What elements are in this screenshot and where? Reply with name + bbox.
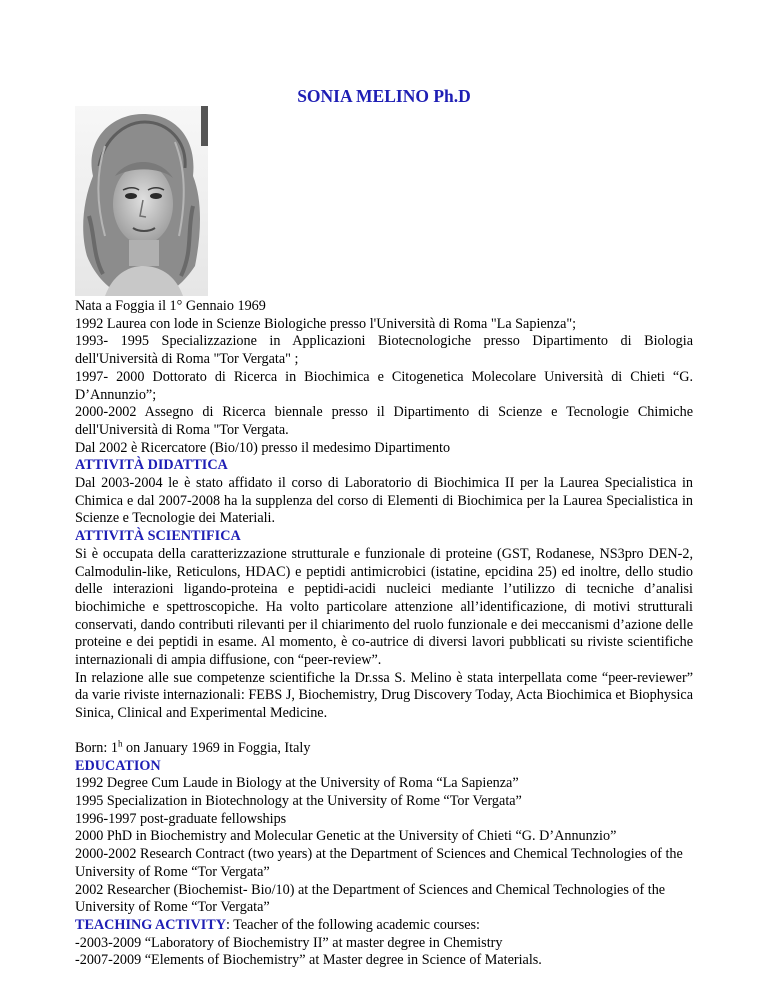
education-item: 2000-2002 Research Contract (two years) at the Department of Sciences and Chemical Technologies of the University of Rome “Tor Vergata” <box>75 846 683 880</box>
page-title: SONIA MELINO Ph.D <box>297 86 471 106</box>
laurea-line: 1992 Laurea con lode in Scienze Biologiche presso l'Università di Roma "La Sapienza"; <box>75 315 577 332</box>
born-line <box>75 740 693 758</box>
education-item: 1996-1997 post-graduate fellowships <box>75 810 287 827</box>
dottorato-line: 1997- 2000 Dottorato di Ricerca in Biochimica e Citogenetica Molecolare Università di Chieti “G. D’Annunzio”; <box>75 368 693 403</box>
born-superscript: h <box>117 738 123 749</box>
teaching-item: -2003-2009 “Laboratory of Biochemistry II” at master degree in Chemistry <box>75 934 503 951</box>
education-item: 1992 Degree Cum Laude in Biology at the University of Roma “La Sapienza” <box>75 775 519 792</box>
born-prefix: Born: 1 <box>75 739 118 756</box>
birth-line: Nata a Foggia il 1° Gennaio 1969 <box>75 298 266 314</box>
specializzazione-line: 1993- 1995 Specializzazione in Applicazioni Biotecnologiche presso Dipartimento di Biologia dell'Università di Roma "Tor Vergata" ; <box>75 333 693 368</box>
scientifica-heading: ATTIVITÀ SCIENTIFICA <box>75 528 241 545</box>
cv-content <box>75 298 693 970</box>
born-suffix: on January 1969 in Foggia, Italy <box>122 739 311 756</box>
assegno-line: 2000-2002 Assegno di Ricerca biennale presso il Dipartimento di Scienze e Tecnologie Chimiche dell'Università di Roma "Tor Vergata. <box>75 404 693 438</box>
teaching-heading: TEACHING ACTIVITY <box>75 916 226 933</box>
didattica-heading: ATTIVITÀ DIDATTICA <box>75 457 228 474</box>
ricercatore-line: Dal 2002 è Ricercatore (Bio/10) presso il medesimo Dipartimento <box>75 439 451 456</box>
education-item: 2002 Researcher (Biochemist- Bio/10) at the Department of Sciences and Chemical Technologies of the University of Rome “Tor Vergata” <box>75 881 666 916</box>
didattica-paragraph: Dal 2003-2004 le è stato affidato il corso di Laboratorio di Biochimica II per la Laurea Specialistica in Chimica e dal 2007-2008 ha la supplenza del corso di Elementi di Biochimica per la Laurea Specialistica in Scienze e Tecnologie dei Materiali. <box>75 475 693 527</box>
education-heading: EDUCATION <box>75 757 161 774</box>
teaching-line <box>75 917 693 935</box>
teaching-intro: : Teacher of the following academic courses: <box>225 916 481 933</box>
reviewer-paragraph: In relazione alle sue competenze scientifiche la Dr.ssa S. Melino è stata interpellata come “peer-reviewer” da varie riviste internazionali: FEBS J, Biochemistry, Drug Discovery Today, Acta Biochimica et Biophysica Sinica, Clinical and Experimental Medicine. <box>75 669 693 722</box>
scientifica-paragraph: Si è occupata della caratterizzazione strutturale e funzionale di proteine (GST, Rodanese, NS3pro DEN-2, Calmodulin-like, Reticulons, HDAC) e peptidi antimicrobici (istatine, epcidina 25) ed inoltre, dello studio delle interazioni ligando-proteina e peptidi-acidi nucleici mediante l’utilizzo di tecniche d’analisi biochimiche e spettroscopiche. Ha volto particolare attenzione all’identificazione, di motivi strutturali conservati, dando contributi rilevanti per il chiarimento del ruolo funzionale e dei meccanismi d’azione delle proteine e dei peptidi in esame. Al momento, è co-autrice di diversi lavori pubblicati su riviste scientifiche internazionali di ampia diffusione, con “peer-review”. <box>75 545 693 669</box>
education-item: 1995 Specialization in Biotechnology at the University of Rome “Tor Vergata” <box>75 792 522 809</box>
portrait-photo-icon <box>75 106 208 296</box>
section-gap <box>75 723 693 740</box>
teaching-item: -2007-2009 “Elements of Biochemistry” at Master degree in Science of Materials. <box>75 952 542 969</box>
education-item: 2000 PhD in Biochemistry and Molecular Genetic at the University of Chieti “G. D’Annunzio” <box>75 828 617 845</box>
